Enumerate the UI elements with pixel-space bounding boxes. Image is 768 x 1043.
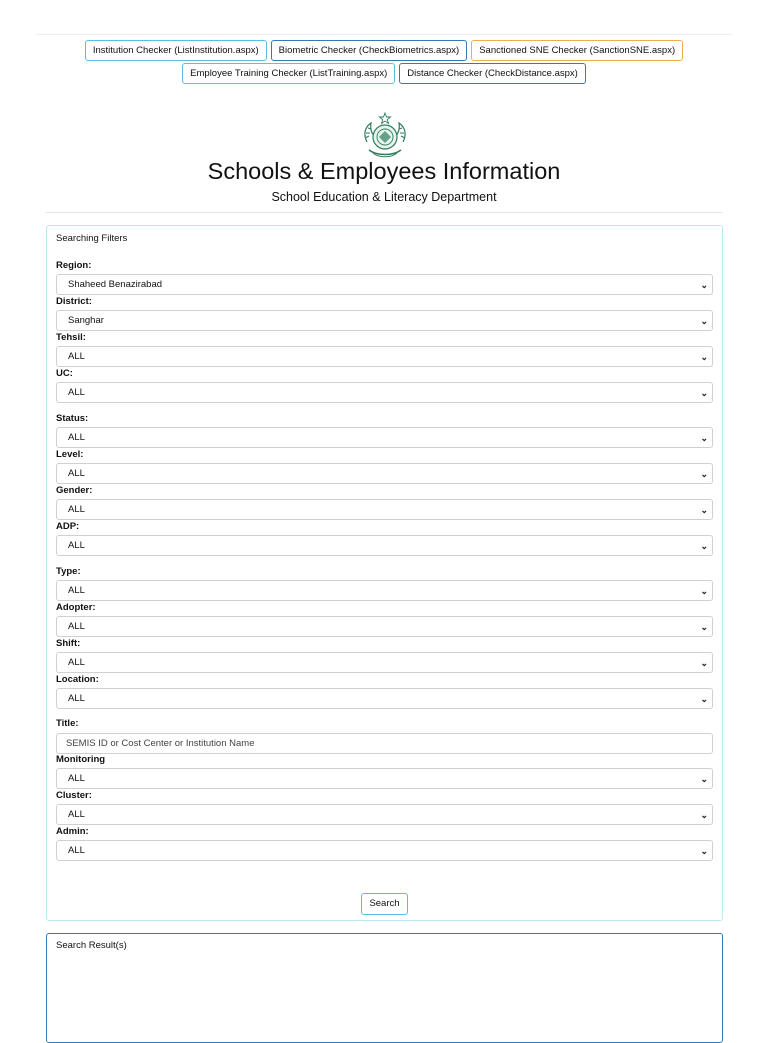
search-button[interactable]: Search [361, 893, 408, 915]
region-select-value: Shaheed Benazirabad [68, 279, 163, 290]
type-select[interactable] [56, 580, 713, 601]
shift-label: Shift: [56, 638, 81, 649]
monitoring-select[interactable] [56, 768, 713, 789]
title-label: Title: [56, 718, 79, 729]
district-select[interactable] [56, 310, 713, 331]
district-select-value: Sanghar [68, 315, 104, 326]
type-label: Type: [56, 566, 81, 577]
shift-select[interactable] [56, 652, 713, 673]
chevron-down-icon: ⌄ [700, 810, 708, 820]
level-select[interactable] [56, 463, 713, 484]
status-select[interactable] [56, 427, 713, 448]
tehsil-select[interactable] [56, 346, 713, 367]
tehsil-label: Tehsil: [56, 332, 86, 343]
adp-label: ADP: [56, 521, 80, 532]
type-select-value: ALL [68, 585, 85, 596]
adp-select[interactable] [56, 535, 713, 556]
distance-checker-button[interactable]: Distance Checker (CheckDistance.aspx) [399, 63, 586, 84]
adopter-select-value: ALL [68, 621, 85, 632]
institution-checker-button[interactable]: Institution Checker (ListInstitution.aspx) [85, 40, 267, 61]
status-select-value: ALL [68, 432, 85, 443]
chevron-down-icon: ⌄ [700, 774, 708, 784]
biometric-checker-button[interactable]: Biometric Checker (CheckBiometrics.aspx) [271, 40, 468, 61]
chevron-down-icon: ⌄ [700, 280, 708, 290]
level-select-value: ALL [68, 468, 85, 479]
chevron-down-icon: ⌄ [700, 846, 708, 856]
sanctioned-sne-checker-button[interactable]: Sanctioned SNE Checker (SanctionSNE.aspx) [471, 40, 683, 61]
location-label: Location: [56, 674, 99, 685]
uc-select-value: ALL [68, 387, 85, 398]
adopter-label: Adopter: [56, 602, 96, 613]
cluster-select[interactable] [56, 804, 713, 825]
level-label: Level: [56, 449, 84, 460]
admin-select[interactable] [56, 840, 713, 861]
monitoring-select-value: ALL [68, 773, 85, 784]
sindh-government-emblem-icon [357, 112, 413, 160]
cluster-select-value: ALL [68, 809, 85, 820]
monitoring-label: Monitoring [56, 754, 106, 765]
district-label: District: [56, 296, 92, 307]
uc-label: UC: [56, 368, 73, 379]
chevron-down-icon: ⌄ [700, 622, 708, 632]
chevron-down-icon: ⌄ [700, 316, 708, 326]
location-select[interactable] [56, 688, 713, 709]
header-divider [46, 212, 722, 213]
chevron-down-icon: ⌄ [700, 586, 708, 596]
search-results-panel [46, 933, 723, 1043]
results-panel-title: Search Result(s) [56, 940, 127, 951]
filters-panel-title: Searching Filters [56, 233, 128, 244]
top-divider [36, 34, 732, 35]
chevron-down-icon: ⌄ [700, 505, 708, 515]
checker-nav-row-1 [0, 40, 768, 61]
uc-select[interactable] [56, 382, 713, 403]
region-select[interactable] [56, 274, 713, 295]
chevron-down-icon: ⌄ [700, 433, 708, 443]
adp-select-value: ALL [68, 540, 85, 551]
chevron-down-icon: ⌄ [700, 694, 708, 704]
page-title: Schools & Employees Information [207, 158, 561, 184]
shift-select-value: ALL [68, 657, 85, 668]
gender-select-value: ALL [68, 504, 85, 515]
checker-nav [0, 40, 768, 86]
cluster-label: Cluster: [56, 790, 92, 801]
title-search-input[interactable] [56, 733, 713, 754]
checker-nav-row-2 [0, 63, 768, 84]
chevron-down-icon: ⌄ [700, 388, 708, 398]
employee-training-checker-button[interactable]: Employee Training Checker (ListTraining.aspx) [182, 63, 395, 84]
page-subtitle: School Education & Literacy Department [271, 190, 497, 204]
searching-filters-panel [46, 225, 723, 921]
status-label: Status: [56, 413, 89, 424]
gender-select[interactable] [56, 499, 713, 520]
chevron-down-icon: ⌄ [700, 469, 708, 479]
tehsil-select-value: ALL [68, 351, 85, 362]
admin-label: Admin: [56, 826, 89, 837]
region-label: Region: [56, 260, 92, 271]
chevron-down-icon: ⌄ [700, 352, 708, 362]
chevron-down-icon: ⌄ [700, 658, 708, 668]
chevron-down-icon: ⌄ [700, 541, 708, 551]
title-search-placeholder: SEMIS ID or Cost Center or Institution Name [66, 738, 255, 749]
adopter-select[interactable] [56, 616, 713, 637]
admin-select-value: ALL [68, 845, 85, 856]
location-select-value: ALL [68, 693, 85, 704]
gender-label: Gender: [56, 485, 93, 496]
